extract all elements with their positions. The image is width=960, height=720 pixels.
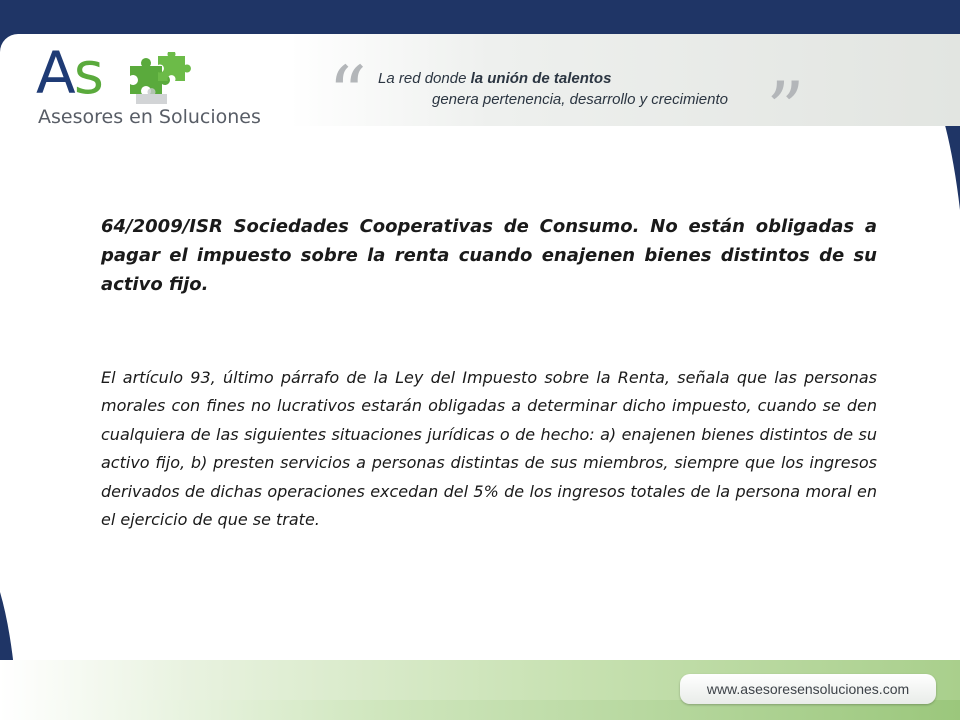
thesis-body: El artículo 93, último párrafo de la Ley del Impuesto sobre la Renta, señala que las personas morales con fines no lucrativos estarán obligadas a determinar dicho impuesto, cuando se den cualquiera de las siguientes situaciones jurídicas o de hecho: a) enajenen bienes distintos de su activo fijo, b) presten servicios a personas distintas de sus miembros, siempre que los ingresos derivados de dichas operaciones excedan del 5% de los ingresos totales de la persona moral en el ejercicio de que se trate.: [101, 368, 877, 530]
thesis-title: 64/2009/ISR Sociedades Cooperativas de Consumo. No están obligadas a pagar el impuesto sobre la renta cuando enajenen bienes distintos de su activo fijo.: [101, 216, 877, 295]
close-quote-icon: ”: [766, 65, 805, 154]
company-name: Asesores en Soluciones: [38, 106, 261, 128]
logo-mark-a: A: [36, 39, 74, 107]
tagline-line1: [378, 70, 611, 87]
tagline-bold: la unión de talentos: [470, 70, 612, 87]
open-quote-icon: “: [328, 49, 367, 138]
website-url[interactable]: www.asesoresensoluciones.com: [706, 681, 910, 697]
company-logo[interactable]: [36, 39, 276, 136]
website-link[interactable]: [680, 674, 936, 704]
tagline-prefix: La red donde: [378, 70, 471, 87]
logo-mark: [36, 39, 102, 107]
tagline-line2: genera pertenencia, desarrollo y crecimiento: [432, 91, 728, 108]
logo-mark-s: s: [73, 39, 102, 107]
puzzle-pieces-icon: [122, 52, 192, 108]
